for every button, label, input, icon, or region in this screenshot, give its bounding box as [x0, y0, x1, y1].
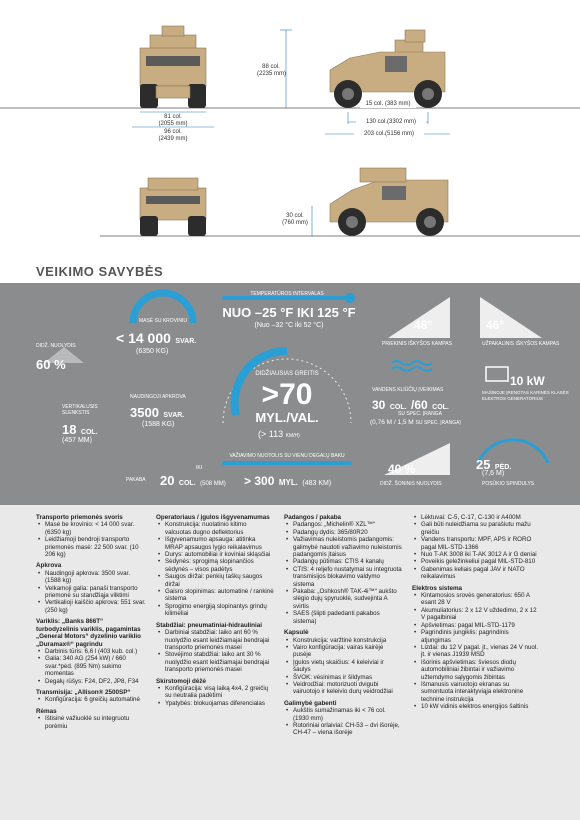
spec-item: • Padangų pūtimas: CTIS 4 kanalų [293, 558, 402, 565]
approach-label: PRIEKINIS IŠKYŠOS KAMPAS [382, 341, 452, 347]
speed-value: >70 [261, 378, 313, 411]
spec-item: • Vertikalioji kaiščio apkrova: 551 svar. (250 kg) [45, 599, 146, 614]
side-value: 40 % [388, 462, 416, 476]
length-dim: 203 col.(5156 mm) [354, 131, 424, 138]
vstep-label: VERTIKALUSIS SLENKSTIS [62, 404, 98, 416]
low-height-dim: 30 col. (760 mm) [282, 213, 308, 226]
clearance-dim: 15 col. (383 mm) [360, 101, 416, 108]
spec-item: • Kintamosios srovės generatorius: 650 A esant 28 V [421, 592, 538, 607]
spec-heading: Operatoriaus / įgulos išgyvenamumas [156, 514, 270, 521]
spec-item: • Leidžiamoji bendroji transporto priemonės masė: 22 500 svar. (10 206 kg) [45, 536, 146, 558]
spec-item: • Lizdai: du 12 V pagal. jt., vienas 24 V nuol. jt. ir vienas J1939 MSD [421, 644, 538, 659]
spec-item: • Pagrindinis jungiklis: pagrindinis atjungimas [421, 629, 538, 644]
spec-item: • Veidrodžiai: motorizuoti dvigubi vairuotojo ir keleivio durų veidrodžiai [293, 681, 402, 696]
side-label: DIDŽ. ŠONINIS NUOLYDIS [380, 481, 442, 487]
ford-block: 20 COL. (508 MM) [160, 473, 226, 488]
spec-item: • Sėdynės: sprogimą slopinančios sėdynės – visos padėtys [165, 558, 274, 573]
spec-item: • Išmanusis vairuotojo ekranas su sumontuota interaktyviąja elektronine technine instrukcija [421, 681, 538, 703]
spec-list [36, 521, 146, 558]
spec-item: • Išgyvenamumo apsauga: atitinka MRAP apsaugos lygio reikalavimus [165, 536, 274, 551]
spec-list [36, 715, 146, 730]
wheelbase-dim: 130 col.(3302 mm) [356, 119, 426, 126]
section-title: VEIKIMO SAVYBĖS [36, 264, 164, 279]
spec-item: • Padangų dydis: 365/80R20 [293, 529, 402, 536]
spec-item: • Gabenimas keliais pagal JAV ir NATO reikalavimus [421, 566, 538, 581]
spec-heading: Variklis: „Banks 866T“ turbodyzelinis variklis, pagamintas „General Motors“ dyzelinio variklio „Duramax®“ pagrindu [36, 618, 141, 648]
spec-item: • Konstrukcija: nuolatinio kitimo valcuotas dugno deflektorius [165, 521, 274, 536]
spec-heading: Apkrova [36, 562, 62, 570]
speed-label: DIDŽIAUSIAS GREITIS [255, 371, 319, 377]
spec-list [284, 521, 402, 625]
spec-list [284, 637, 402, 696]
wading-label: VANDENS KLIŪČIŲ ĮVEIKIMAS [372, 387, 444, 393]
spec-item: • SAES (šlipti padedanti pakabos sistema) [293, 610, 402, 625]
spec-list [156, 521, 274, 617]
spec-item: • Nuo T-AK 3008 iki T-AK 3012 A ir G deniai [421, 551, 538, 558]
turn-m: (7,6 M) [482, 470, 505, 477]
spec-item: • Ypatybės: blokuojamas diferencialas [165, 700, 274, 707]
power-value: 10 kW [510, 374, 545, 388]
spec-item: • Masė be krovinio: < 14 000 svar. (6350 kg) [45, 521, 146, 536]
temp-label: TEMPERATŪROS INTERVALAS [250, 291, 324, 297]
height-dim: 88 col. (2235 mm) [257, 64, 287, 77]
spec-item: • Apšvietimas: pagal MIL-STD-1179 [421, 622, 538, 629]
mass-block: < 14 000 SVAR. [116, 330, 197, 346]
payload-kg: (1588 KG) [142, 421, 175, 428]
spec-list [412, 592, 538, 711]
spec-heading: Stabdžiai: pneumatiniai-hidrauliniai [156, 621, 263, 629]
wading-m: (0,76 M / 1,5 M SU SPEC. ĮRANGA) [370, 419, 462, 426]
spec-heading: Rėmas [36, 707, 57, 715]
spec-item: • ŠVOK: vėsinimas ir šildymas [293, 674, 402, 681]
vehicle-side-view [330, 30, 445, 108]
spec-column-3 [284, 514, 402, 737]
spec-item: • Aukštis sumažinamas iki < 76 col. (1930 mm) [293, 707, 402, 722]
spec-item: • Ištisinė važiuoklė su integruotu porėmiu [45, 715, 146, 730]
spec-item: • Konstrukcija: varžtinė konstrukcija [293, 637, 402, 644]
spec-list [284, 707, 402, 737]
vehicle-front-view [140, 26, 206, 108]
spec-item: • Konfigūracija: 6 greičių automatinė [45, 696, 146, 703]
spec-item: • Velkamoji galia: panaši transporto priemonė su standžiąja vilktimi [45, 585, 146, 600]
spec-item: • CTIS: 4 reljefo nustatymai su integruota transmisijos blokavimo valdymo sistema [293, 566, 402, 588]
turn-label: POSŪKIO SPINDULYS [482, 481, 535, 487]
payload-label: NAUDINGOJI APKROVA [130, 394, 186, 400]
spec-heading: Padangos / pakaba [284, 514, 342, 521]
spec-item: • Degalų rūšys: F24, DF2, JP8, F34 [45, 678, 146, 685]
spec-column-4 [412, 514, 538, 711]
vehicle-front-view-lowered [140, 178, 206, 236]
speed-kmh: (> 113 KM/H) [258, 429, 300, 439]
spec-item: • Padangos: „Michelin® XZL™“ [293, 521, 402, 528]
spec-heading: Galimybė gabenti [284, 699, 337, 707]
ford-iki: IKI [196, 465, 203, 471]
spec-column-1 [36, 514, 146, 730]
wading-note: SU SPEC. ĮRANGA [398, 411, 442, 417]
departure-label: UŽPAKALINIS IŠKYŠOS KAMPAS [482, 341, 560, 347]
vstep-block: 18 COL. [62, 422, 98, 437]
spec-list [36, 570, 146, 614]
spec-heading: Kapsulė [284, 629, 309, 637]
spec-item: • Galia: 340 AG (254 kW) / 660 svar.*pėd. (895 Nm) sukimo momentas [45, 655, 146, 677]
spec-list [412, 514, 538, 581]
speed-unit: MYL./VAL. [255, 410, 319, 425]
spec-item: • Darbiniai stabdžiai: laiko ant 60 % nuolydžio esant leidžiamajai bendrajai transporto priemonės masei [165, 629, 274, 651]
approach-value: 48° [414, 318, 433, 332]
slope-label: DIDŽ. NUOLYDIS [36, 343, 76, 349]
front-width-dim: 81 col. (2055 mm) [158, 114, 188, 127]
spec-item: • Poveikis geležinkeliui pagal MIL-STD-810 [421, 558, 538, 565]
spec-item: • Konfigūracija: visą laiką 4x4, 2 greičių su neutralia padėtimi [165, 685, 274, 700]
vstep-mm: (457 MM) [62, 437, 92, 444]
departure-value: 46° [486, 318, 505, 332]
spec-item: • Sprogimo energiją slopinantys grindų kilimėliai [165, 603, 274, 618]
spec-item: • Važiavimas nuleistomis padangomis: galimybė naudoti važiavimo nuleistomis padangomis įtaisus [293, 536, 402, 558]
slope-value: 60 % [36, 357, 66, 372]
spec-item: • Durys: automobiliai ir koviniai skląsčiai [165, 551, 274, 558]
spec-item: • Saugos diržai: penkių taškų saugos diržai [165, 573, 274, 588]
vehicle-side-view-lowered [330, 168, 448, 236]
spec-item: • Pakaba: „Oshkosh® TAK-4i™“ aukšto slėgio dujų spyruoklė, sudvejinta A svirtis [293, 588, 402, 610]
range-label: VAŽIAVIMO NUOTOLIS SU VIENU DEGALŲ BAKU [229, 453, 345, 459]
spec-item: • Gaisro slopinimas: automatinė / rankinė sistema [165, 588, 274, 603]
spec-item: • 10 kW vidinis elektros energijos šaltinis [421, 703, 538, 710]
spec-item: • Vandens transportu: MPF, APS ir RORO pagal MIL-STD-1366 [421, 536, 538, 551]
spec-heading: Skirstomoji dėžė [156, 677, 207, 685]
spec-heading: Transporto priemonės svoris [36, 514, 123, 521]
spec-item: • Gali būti nuleidžiama su parašiutu mažu greičiu [421, 521, 538, 536]
spec-item: • Darbinis tūris: 6,6 l (403 kub. col.) [45, 648, 146, 655]
spec-heading: Elektros sistema [412, 584, 463, 592]
wading-block: 30 COL. /60 COL. [372, 398, 449, 412]
temp-value: NUO –25 °F IKI 125 °F [222, 305, 356, 320]
spec-item: • Akumuliatorius: 2 x 12 V uždedimo, 2 x 12 V pagalbiniai [421, 607, 538, 622]
spec-item: • Stovėjimo stabdžiai: laiko ant 30 % nuolydžio esant leidžiamajai bendrajai transporto priemonės masei [165, 651, 274, 673]
ford-label: PAKABA [126, 477, 146, 483]
power-label: MAŠINOJE ĮRENGTAS KARINĖS KLASĖS ELEKTROS GENERATORIUS [482, 390, 569, 401]
spec-item: • Rotoriniai orlaiviai: CH-53 – dvi išorėje, CH-47 – viena išorėje [293, 722, 402, 737]
front-track-dim: 96 col. (2439 mm) [158, 129, 188, 142]
spec-item: • Įgulos vietų skaičius: 4 keleiviai ir šaulys [293, 659, 402, 674]
turn-block: 25 PĖD. [476, 457, 512, 472]
spec-list [36, 696, 146, 703]
temp-sub: (Nuo –32 °C iki 52 °C) [254, 322, 324, 329]
mass-label: MASĖ SU KROVINIU [138, 318, 188, 324]
spec-item: • Naudingoji apkrova: 3500 svar. (1588 kg) [45, 570, 146, 585]
spec-item: • Vairo konfigūracija: vairas kairėje pusėje [293, 644, 402, 659]
range-block: > 300 MYL. (483 KM) [244, 474, 332, 488]
spec-column-2 [156, 514, 274, 707]
spec-item: • Lėktuvai: C-5, C-17, C-130 ir A400M [421, 514, 538, 521]
spec-list [156, 629, 274, 673]
spec-heading: Transmisija: „Allison® 2500SP“ [36, 688, 131, 696]
spec-item: • Išorinis apšvietimas: šviesos diodų automobiliniai žibintai ir važiavimo užtemdymo sąlygomis žibintas [421, 659, 538, 681]
mass-kg: (6350 KG) [136, 348, 169, 355]
spec-list [156, 685, 274, 707]
spec-list [36, 648, 146, 685]
payload-block: 3500 SVAR. [130, 405, 185, 420]
